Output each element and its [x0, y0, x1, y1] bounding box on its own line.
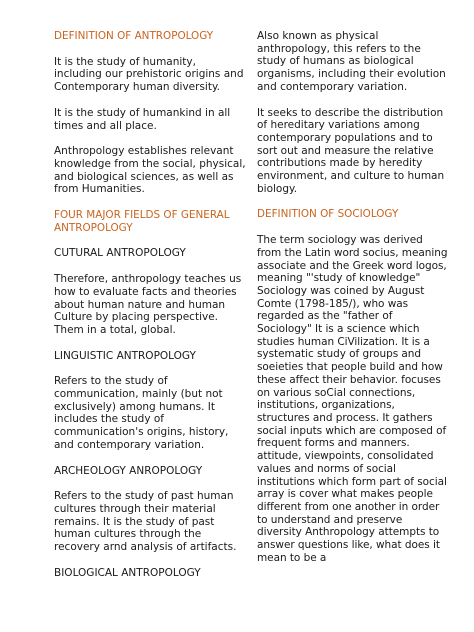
heading-definition-anthropology: DEFINITION OF ANTROPOLOGY	[54, 30, 214, 42]
heading-biological-anthropology: BIOLOGICAL ANTROPOLOGY	[54, 566, 201, 579]
heading-linguistic-anthropology: LINGUISTIC ANTROPOLOGY	[54, 349, 196, 362]
heading-archeology-anthropology: ARCHEOLOGY ANROPOLOGY	[54, 464, 203, 477]
paragraph-study-of-humanity: It is the study of humanity, including our prehistoric origins and Contemporary human diversity.	[54, 55, 244, 94]
right-column	[257, 30, 449, 577]
paragraph-archeology-anthropology: Refers to the study of past human cultures through their material remains. It is the study of past human cultures through the recovery arnd analysis of artifacts.	[54, 490, 237, 554]
paragraph-sociology-definition: The term sociology was derived from the Latin word socius, meaning associate and the Greek word logos, meaning "'study of knowledge" Sociology was coined by August Comte (1798-185/), who was regarded as the "father of Sociology" It is a science which studies human CiVilization. It is a systematic study of groups and soeieties that people build and how these affect their behavior. focuses on various soCial connections, institutions, organizations, structures and process. It gathers social inputs which are composed of frequent forms and manners. attitude, viewpoints, consolidated values and norms of social institutions which form part of social array is cover what makes people different from one another in order to understand and preserve diversity Anthropology attempts to answer questions like, what does it mean to be a	[257, 234, 448, 564]
paragraph-physical-anthropology: Also known as physical anthropology, this refers to the study of humans as biological organisms, including their evolution and contemporary variation.	[257, 30, 446, 93]
paragraph-linguistic-anthropology: Refers to the study of communication, mainly (but not exclusively) among humans. It includes the study of communication's origins, history, and contemporary variation.	[54, 375, 229, 451]
paragraph-cultural-anthropology: Therefore, anthropology teaches us how to evaluate facts and theories about human nature and human Culture by placing perspective. Them in a total, global.	[54, 273, 242, 336]
paragraph-anthropology-establishes: Anthropology establishes relevant knowledge from the social, physical, and biological sciences, as well as from Humanities.	[54, 145, 246, 196]
left-column	[54, 30, 246, 593]
paragraph-hereditary-variations: It seeks to describe the distribution of hereditary variations among contemporary populations and to sort out and measure the relative contributions made by heredity environment, and culture to human biology.	[257, 106, 445, 195]
paragraph-study-of-humankind: It is the study of humankind in all times and all place.	[54, 106, 231, 132]
heading-cultural-anthropology: CUTURAL ANTROPOLOGY	[54, 247, 186, 260]
heading-four-major-fields: FOUR MAJOR FIELDS OF GENERAL ANTROPOLOGY	[54, 209, 230, 234]
heading-definition-sociology: DEFINITION OF SOCIOLOGY	[257, 208, 399, 221]
